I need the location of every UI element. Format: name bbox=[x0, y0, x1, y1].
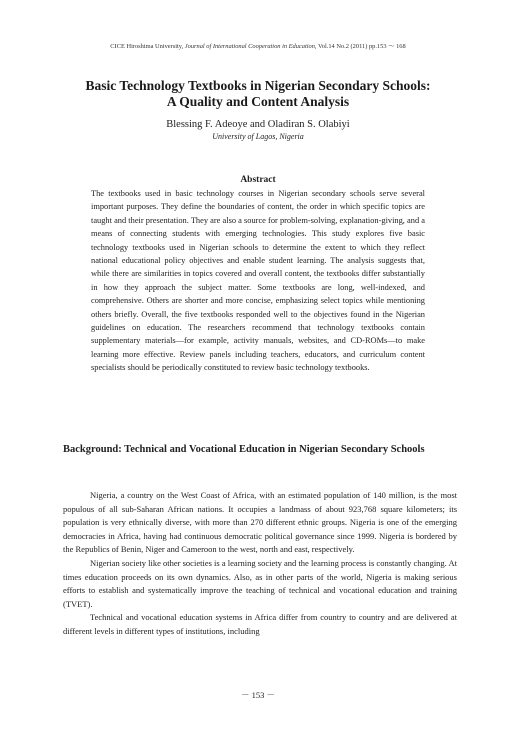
paragraph: Nigerian society like other societies is a learning society and the learning process is constantly changing. At times education proceeds on its own dynamics. Also, as in other parts of the world, Nigeria is making serious efforts to establish and systematically improve the teaching of technical and vocational education and training (TVET). bbox=[63, 557, 457, 609]
page-number: － 153 － bbox=[240, 690, 275, 700]
header-suffix: , Vol.14 No.2 (2011) pp.153 ～ 168 bbox=[314, 43, 406, 50]
authors: Blessing F. Adeoye and Oladiran S. Olabiyi bbox=[166, 119, 350, 130]
title-line-1: Basic Technology Textbooks in Nigerian Secondary Schools: bbox=[85, 78, 431, 93]
title-line-2: A Quality and Content Analysis bbox=[166, 94, 350, 109]
journal-name: Journal of International Cooperation in Education bbox=[184, 43, 315, 50]
paragraph: Nigeria, a country on the West Coast of Africa, with an estimated population of 140 million, is the most populous of all sub-Saharan African nations. It occupies a landmass of about 923,768 square kilometers; its population is very ethnically diverse, with more than 270 different ethnic groups. Nigeria is one of the emerging democracies in Africa, having had continuous democratic political governance since 1999. Nigeria is bordered by the Republics of Benin, Niger and Cameroon to the west, north and east, respectively. bbox=[63, 490, 457, 555]
abstract-heading: Abstract bbox=[240, 175, 276, 185]
journal-header bbox=[0, 41, 516, 50]
header-prefix: CICE Hiroshima University, bbox=[110, 43, 185, 50]
paper-title bbox=[60, 78, 456, 110]
paragraph: Technical and vocational education systems in Africa differ from country to country and are delivered at different levels in different types of institutions, including bbox=[63, 612, 457, 636]
section-heading: Background: Technical and Vocational Education in Nigerian Secondary Schools bbox=[63, 444, 425, 455]
affiliation: University of Lagos, Nigeria bbox=[212, 132, 304, 141]
body-text bbox=[63, 489, 457, 639]
abstract-text: The textbooks used in basic technology courses in Nigerian secondary schools serve several important purposes. They define the boundaries of content, the order in which specific topics are taught and their presentation. They are also a source for problem-solving, explanation-giving, and a means of connecting students with emerging technologies. This study explores five basic technology textbooks used in Nigerian schools to determine the extent to which they reflect national educational policy objectives and enable student learning. The analysis suggests that, while there are similarities in topics covered and overall content, the textbooks differ substantially in how they approach the subject matter. Some textbooks are long, well-indexed, and comprehensive. Others are shorter and more concise, emphasizing select topics while mentioning others briefly. Overall, the five textbooks responded well to the objectives found in the Nigerian guidelines on education. The researchers recommend that technology textbooks contain supplementary materials—for example, activity manuals, websites, and CD-ROMs—to make learning more effective. Review panels including teachers, educators, and curriculum content specialists should be periodically constituted to review basic technology textbooks. bbox=[91, 189, 425, 373]
